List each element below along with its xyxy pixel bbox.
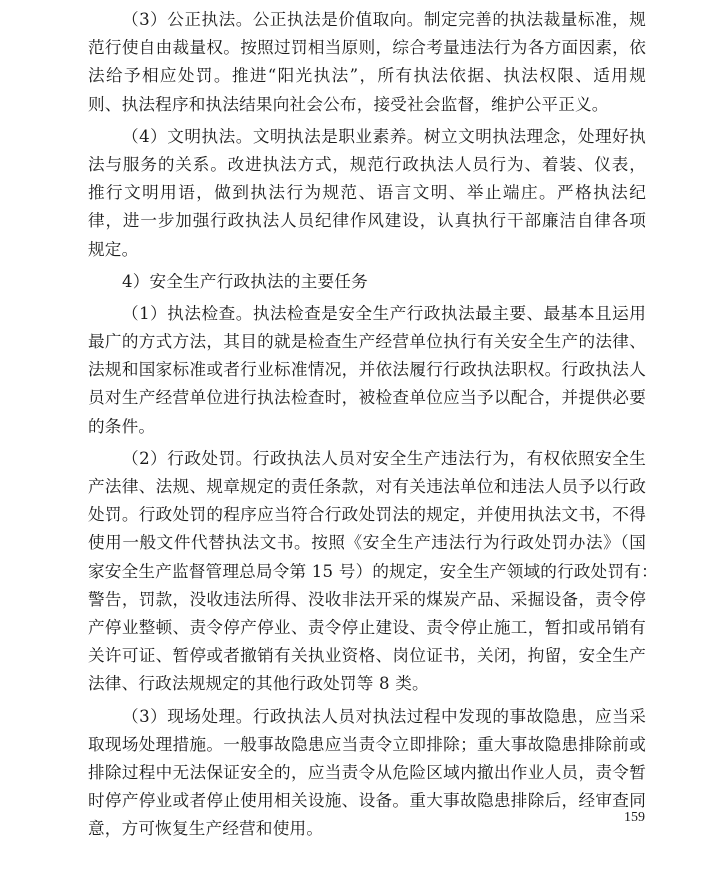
text-line: 使用一般文件代替执法文书。按照《安全生产违法行为行政处罚办法》（国 <box>88 533 646 553</box>
section-heading-text: 4）安全生产行政执法的主要任务 <box>122 271 368 291</box>
text-line: 法与服务的关系。改进执法方式，规范行政执法人员行为、着装、仪表， <box>88 154 646 174</box>
text-line: 产停业整顿、责令停产停业、责令停止建设、责令停止施工，暂扣或吊销有 <box>88 617 646 637</box>
paragraph-fair-enforcement <box>88 6 646 119</box>
text-line: 律，进一步加强行政执法人员纪律作风建设，认真执行干部廉洁自律各项 <box>88 211 646 231</box>
text-line: 规定。 <box>88 239 139 259</box>
text-line: （1）执法检查。执法检查是安全生产行政执法最主要、最基本且运用 <box>122 303 646 323</box>
text-line: 取现场处理措施。一般事故隐患应当责令立即排除；重大事故隐患排除前或 <box>88 734 646 754</box>
text-line: 法给予相应处罚。推进“阳光执法”，所有执法依据、执法权限、适用规 <box>88 66 646 86</box>
text-line: （3）现场处理。行政执法人员对执法过程中发现的事故隐患，应当采 <box>122 706 646 726</box>
paragraph-administrative-penalty <box>88 445 658 699</box>
text-line: 则、执法程序和执法结果向社会公布，接受社会监督，维护公平正义。 <box>88 94 609 114</box>
text-line: 警告，罚款，没收违法所得、没收非法开采的煤炭产品、采掘设备，责令停 <box>88 589 646 609</box>
section-heading <box>88 268 646 296</box>
text-line: 排除过程中无法保证安全的，应当责令从危险区域内撤出作业人员，责令暂 <box>88 762 646 782</box>
paragraph-enforcement-inspection <box>88 300 646 441</box>
text-line: 处罚。行政处罚的程序应当符合行政处罚法的规定，并使用执法文书，不得 <box>88 505 646 525</box>
text-line: 关许可证、暂停或者撤销有关执业资格、岗位证书，关闭，拘留，安全生产 <box>88 646 646 666</box>
text-line: 推行文明用语，做到执法行为规范、语言文明、举止端庄。严格执法纪 <box>88 183 646 203</box>
text-line: （2）行政处罚。行政执法人员对安全生产违法行为，有权依照安全生 <box>122 448 646 468</box>
text-line: 时停产停业或者停止使用相关设施、设备。重大事故隐患排除后，经审查同 <box>88 791 646 811</box>
text-line: 员对生产经营单位进行执法检查时，被检查单位应当予以配合，并提供必要 <box>88 388 646 408</box>
text-line: 范行使自由裁量权。按照过罚相当原则，综合考量违法行为各方面因素，依 <box>88 38 646 58</box>
text-line: 家安全生产监督管理总局令第 15 号）的规定，安全生产领域的行政处罚有： <box>88 561 658 581</box>
paragraph-onsite-handling <box>88 703 646 844</box>
text-line: 法律、行政法规规定的其他行政处罚等 8 类。 <box>88 674 429 694</box>
text-line: （3）公正执法。公正执法是价值取向。制定完善的执法裁量标准，规 <box>122 10 646 29</box>
text-line: 意，方可恢复生产经营和使用。 <box>88 819 324 839</box>
document-page <box>88 6 658 847</box>
page-number: 159 <box>624 810 645 825</box>
paragraph-civil-enforcement <box>88 123 646 264</box>
text-line: 产法律、法规、规章规定的责任条款，对有关违法单位和违法人员予以行政 <box>88 477 646 496</box>
text-line: （4）文明执法。文明执法是职业素养。树立文明执法理念，处理好执 <box>122 126 646 146</box>
text-line: 的条件。 <box>88 416 156 436</box>
text-line: 最广的方式方法，其目的就是检查生产经营单位执行有关安全生产的法律、 <box>88 332 646 352</box>
text-line: 法规和国家标准或者行业标准情况，并依法履行行政执法职权。行政执法人 <box>88 360 646 380</box>
